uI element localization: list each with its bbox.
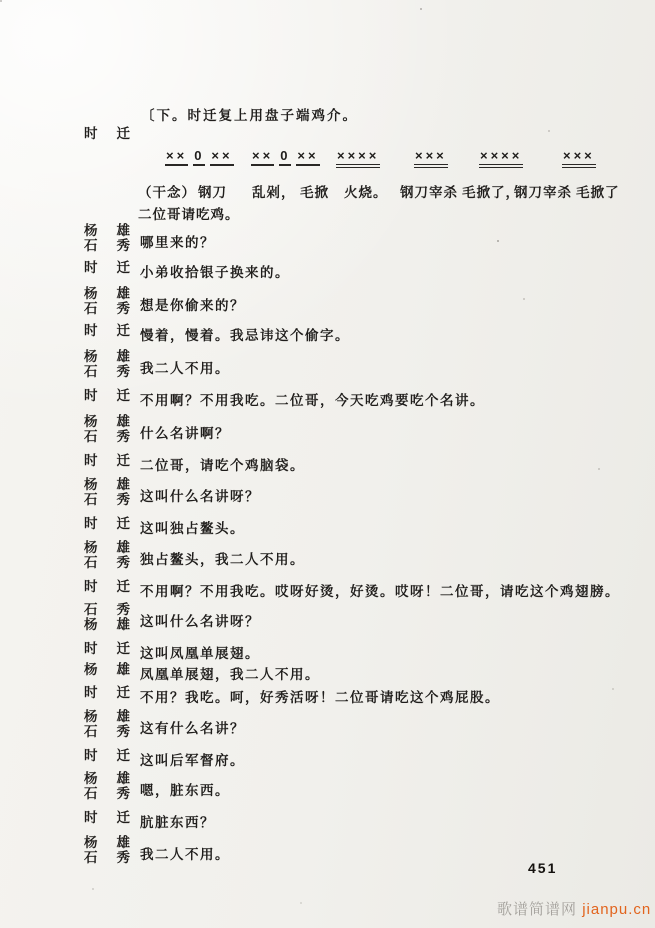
- speaker-names: [84, 686, 130, 699]
- dialogue-text: 慢着，慢着。我忌讳这个偷字。: [140, 328, 350, 343]
- notation-unit: ×××: [414, 149, 448, 168]
- dialogue-text: 这叫什么名讲呀？: [140, 489, 260, 504]
- recite-word: 钢刀宰杀: [514, 185, 572, 200]
- speaker-name: 时迁: [84, 748, 130, 763]
- notation-unit: 0: [193, 149, 205, 166]
- dialogue-text: 什么名讲啊？: [140, 426, 230, 441]
- recite-line2: 二位哥请吃鸡。: [138, 207, 240, 222]
- speaker-names: [84, 580, 130, 593]
- speaker-name: 石秀: [84, 492, 130, 507]
- recite-label: （干念）: [138, 185, 196, 200]
- speaker-name: 时迁: [84, 685, 130, 700]
- speaker-name: 时迁: [84, 579, 130, 594]
- dialogue-text: 小弟收拾银子换来的。: [140, 265, 290, 280]
- notation-unit: ××××: [479, 149, 523, 168]
- speaker-names: [84, 749, 130, 762]
- speaker-name: 石秀: [84, 238, 130, 253]
- dialogue-text: 这叫独占鳌头。: [140, 521, 245, 536]
- dialogue-text: 肮脏东西？: [140, 815, 215, 830]
- speaker-names: [84, 642, 130, 655]
- speaker-name: 石秀: [84, 724, 130, 739]
- speaker-name: 杨雄: [84, 286, 130, 301]
- dialogue-text: 想是你偷来的？: [140, 298, 245, 313]
- speaker-names: [84, 224, 130, 252]
- speaker-name: 时迁: [84, 516, 130, 531]
- watermark: [497, 898, 651, 919]
- speaker-name: 杨雄: [84, 349, 130, 364]
- dialogue-text: 我二人不用。: [140, 361, 230, 376]
- speaker-name: 石秀: [84, 555, 130, 570]
- speaker-name: 杨雄: [84, 223, 130, 238]
- page-number: 451: [528, 860, 558, 876]
- speaker-name: 石秀: [84, 602, 130, 617]
- speaker-names: [84, 710, 130, 738]
- speaker-names: [84, 324, 130, 337]
- dialogue-text: 二位哥，请吃个鸡脑袋。: [140, 458, 305, 473]
- notation-group: [562, 149, 596, 168]
- notation-unit: ×××: [562, 149, 596, 168]
- speaker-name: 石秀: [84, 301, 130, 316]
- dialogue-text: 凤凰单展翅，我二人不用。: [140, 667, 320, 682]
- notation-group: [414, 149, 448, 168]
- recite-word: 火烧。: [344, 185, 388, 200]
- speaker-name: 杨雄: [84, 414, 130, 429]
- speaker-name: 时迁: [84, 453, 130, 468]
- notation-group: [336, 149, 380, 168]
- notation-unit: ××: [210, 149, 233, 166]
- dialogue-text: 不用？我吃。呵，好秀活呀！二位哥请吃这个鸡屁股。: [140, 690, 500, 705]
- notation-unit: ××: [165, 149, 188, 166]
- stage-direction: 〔下。时迁复上用盘子端鸡介。: [141, 108, 358, 123]
- speaker-name: 石秀: [84, 364, 130, 379]
- speaker-name: 杨雄: [84, 771, 130, 786]
- dialogue-text: 这叫后军督府。: [140, 753, 245, 768]
- speaker-name: 石秀: [84, 429, 130, 444]
- notation-unit: ××××: [336, 149, 380, 168]
- dialogue-text: 这叫什么名讲呀？: [140, 614, 260, 629]
- recite-word: 毛掀了: [576, 185, 620, 200]
- scan-noise-specks: [0, 0, 2, 2]
- speaker-name: 石秀: [84, 850, 130, 865]
- dialogue-text: 这叫凤凰单展翅。: [140, 646, 260, 661]
- recite-word: 乱剁，: [252, 185, 296, 200]
- notation-group: [165, 149, 234, 166]
- speaker-names: [84, 350, 130, 378]
- dialogue-text: 不用啊？不用我吃。哎呀好烫，好烫。哎呀！二位哥，请吃这个鸡翅膀。: [140, 584, 620, 599]
- recite-word: 毛掀: [300, 185, 329, 200]
- recite-line: [0, 181, 655, 201]
- speaker-name: 杨雄: [84, 835, 130, 850]
- dialogue-text: 嗯，脏东西。: [140, 783, 230, 798]
- speaker-name: 杨雄: [84, 477, 130, 492]
- dialogue-text: 我二人不用。: [140, 847, 230, 862]
- speaker-name: 石秀: [84, 786, 130, 801]
- speaker-names: [84, 541, 130, 569]
- dialogue-text: 哪里来的？: [140, 235, 215, 250]
- speaker-name: 杨雄: [84, 662, 130, 677]
- speaker-names: [84, 478, 130, 506]
- speaker-name: 杨雄: [84, 617, 130, 632]
- speaker-name: 时迁: [84, 810, 130, 825]
- notation-group: [251, 149, 320, 166]
- speaker-name: 时迁: [84, 323, 130, 338]
- speaker-names: [84, 415, 130, 443]
- watermark-site-name: 歌谱简谱网: [497, 901, 578, 918]
- watermark-domain-link[interactable]: jianpu.cn: [582, 901, 652, 918]
- speaker-names: [84, 261, 130, 274]
- dialogue-text: 这有什么名讲？: [140, 721, 245, 736]
- speaker-names: [84, 811, 130, 824]
- notation-group: [479, 149, 523, 168]
- speaker-name-shiqian: 时迁: [84, 126, 130, 141]
- speaker-names: [84, 517, 130, 530]
- speaker-names: [84, 772, 130, 800]
- recite-word: 钢刀宰杀: [400, 185, 458, 200]
- dialogue-text: 独占鳌头，我二人不用。: [140, 552, 305, 567]
- speaker-names: [84, 287, 130, 315]
- speaker-names: [84, 454, 130, 467]
- speaker-name: 杨雄: [84, 709, 130, 724]
- speaker-names: [84, 663, 130, 676]
- speaker-name: 时迁: [84, 388, 130, 403]
- speaker-names: [84, 836, 130, 864]
- recite-word: 毛掀了，: [462, 185, 520, 200]
- notation-unit: ××: [296, 149, 319, 166]
- notation-unit: 0: [279, 149, 291, 166]
- speaker-name: 杨雄: [84, 540, 130, 555]
- recite-word: 钢刀: [198, 185, 227, 200]
- notation-unit: ××: [251, 149, 274, 166]
- speaker-names: [84, 389, 130, 402]
- speaker-names: [84, 603, 130, 631]
- speaker-name: 时迁: [84, 260, 130, 275]
- percussion-notation: [0, 149, 655, 173]
- dialogue-text: 不用啊？不用我吃。二位哥，今天吃鸡要吃个名讲。: [140, 393, 485, 408]
- speaker-name: 时迁: [84, 641, 130, 656]
